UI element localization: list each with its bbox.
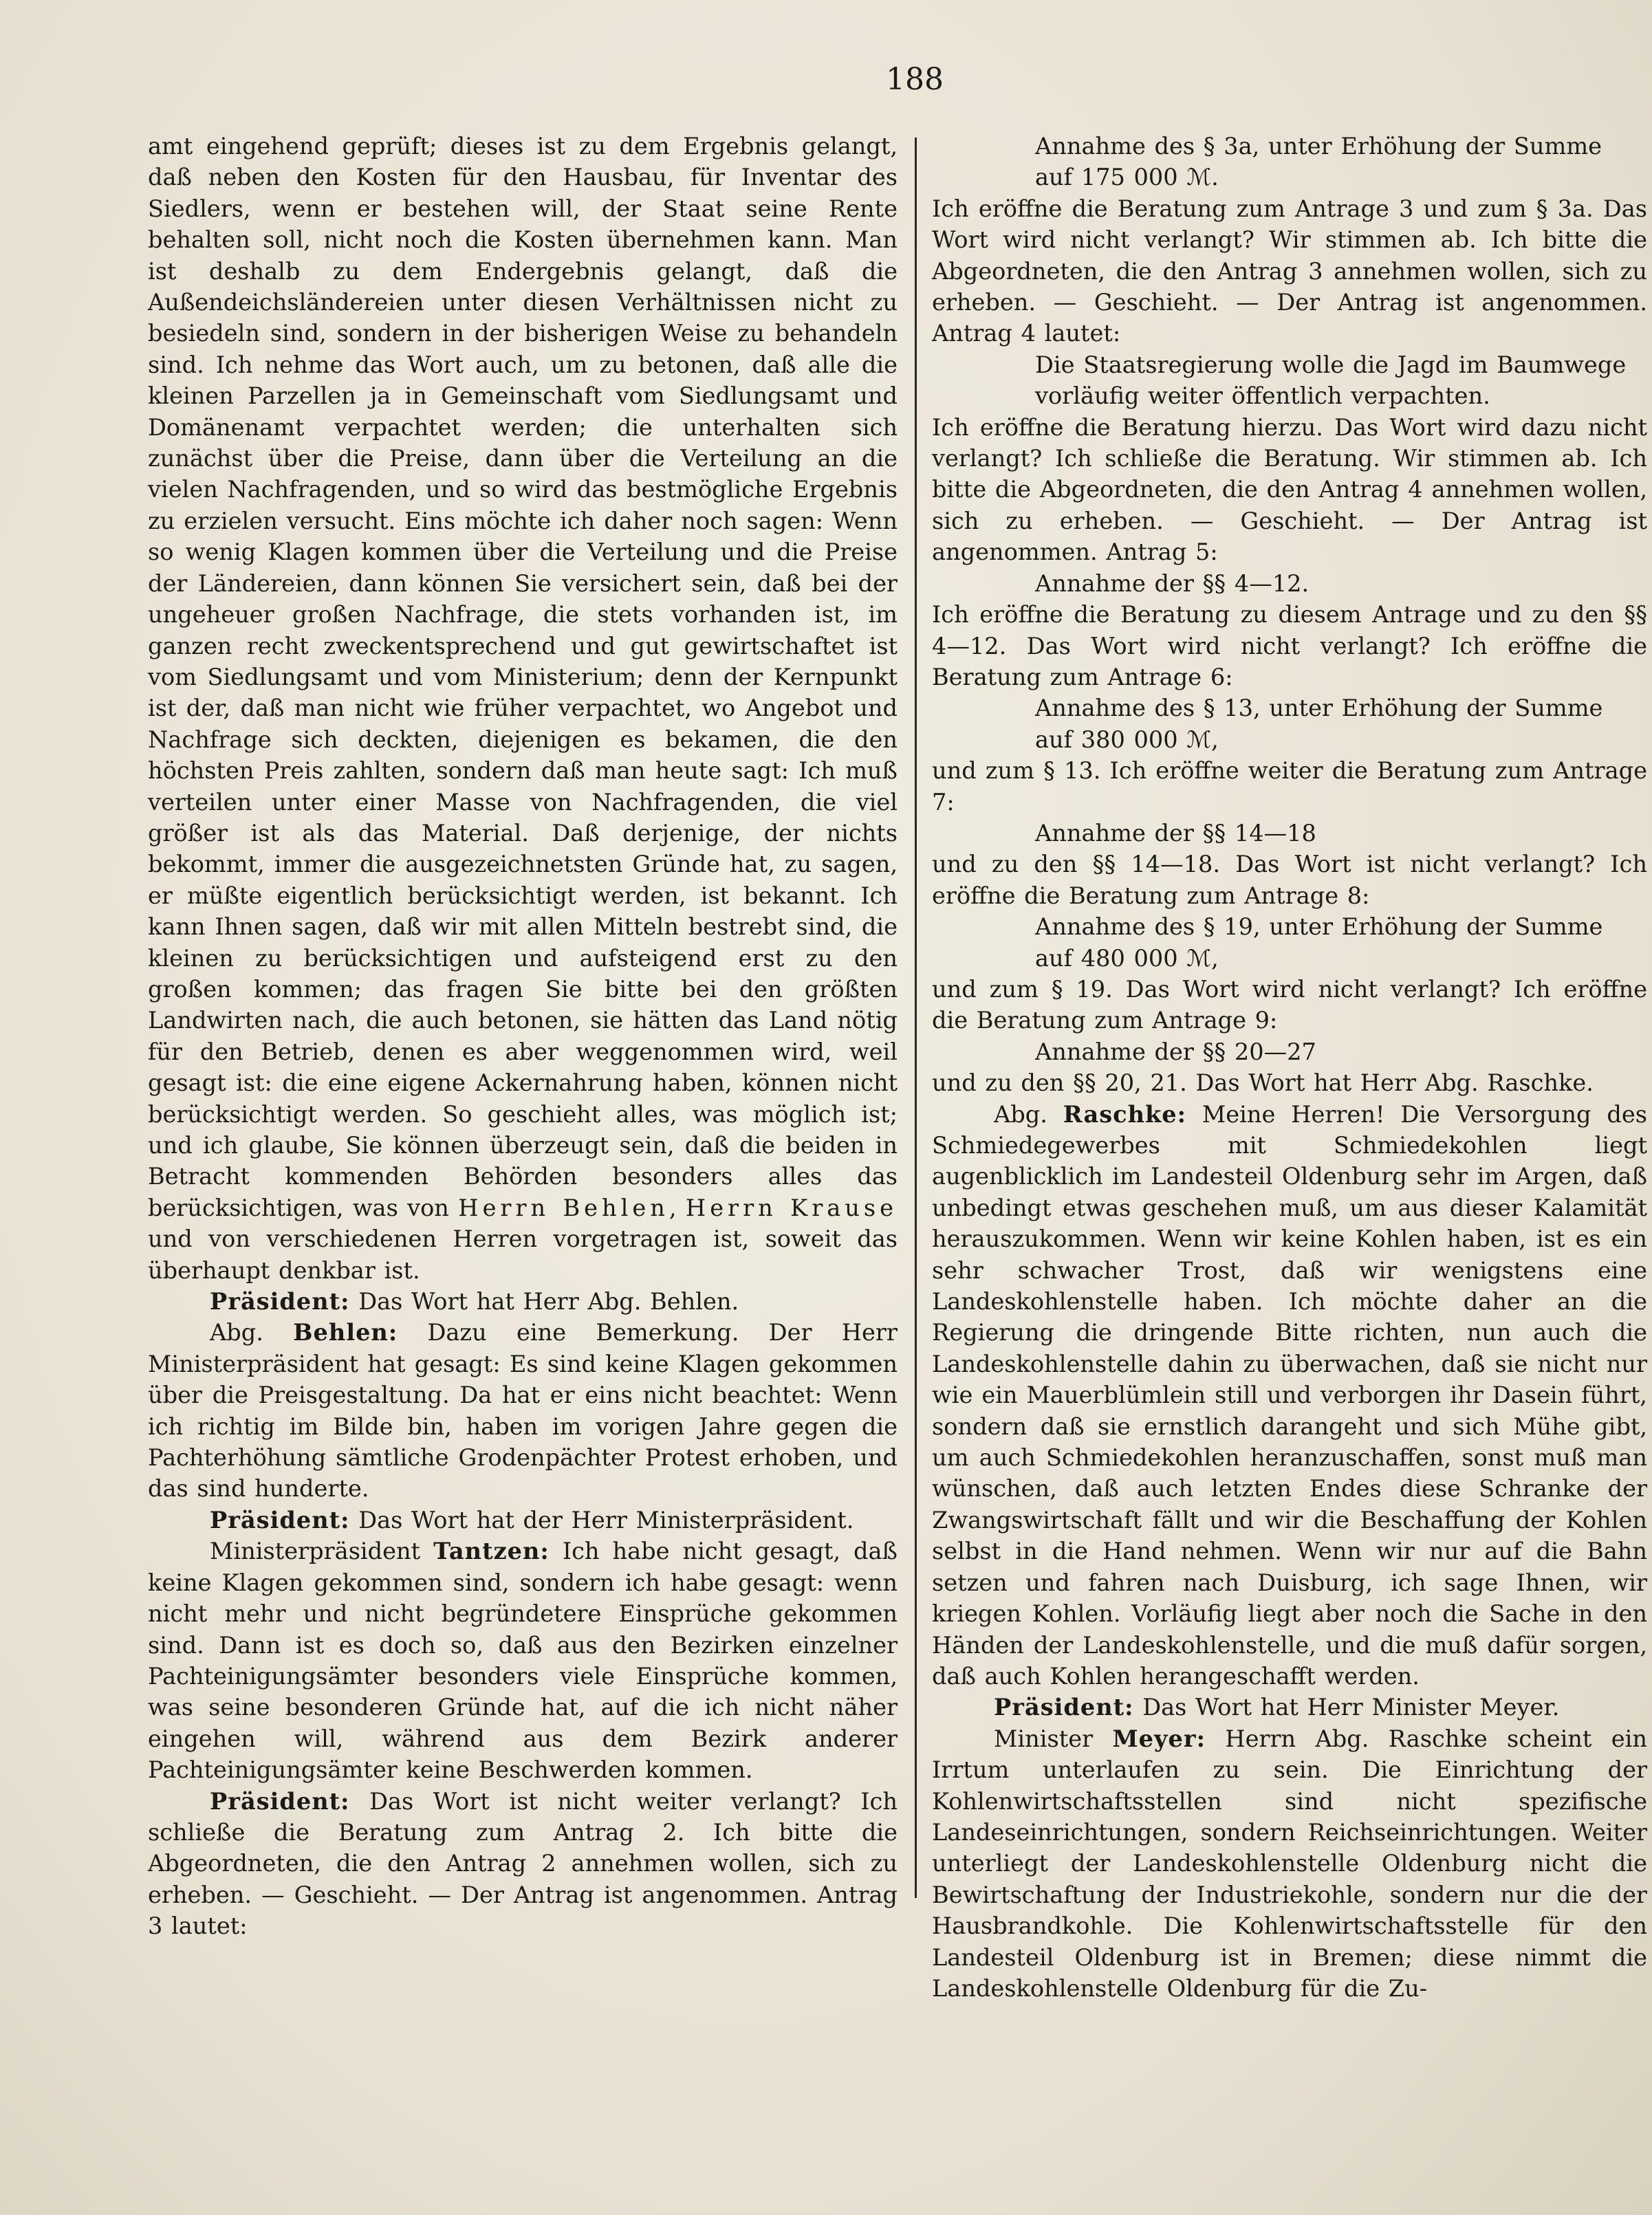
paragraph-text: amt eingehend geprüft; dieses ist zu dem Ergebnis gelangt, daß neben den Kosten für den Hausbau, für Inventar des Siedlers, wenn er bestehen will, der Staat seine Rente behalten soll, nicht noch die Kosten übernehmen kann. Man ist deshalb zu dem Endergebnis gelangt, daß die Außendeichsländereien unter diesen Verhältnissen nicht zu besiedeln sind, sondern in der bisherigen Weise zu behandeln sind. Ich nehme das Wort auch, um zu betonen, daß alle die kleinen Parzellen ja in Gemeinschaft vom Siedlungsamt und Domänenamt verpachtet werden; die unterhalten sich zunächst über die Preise, dann über die Verteilung an die vielen Nachfragenden, und so wird das bestmögliche Ergebnis zu erzielen versucht. Eins möchte ich daher noch sagen: Wenn so wenig Klagen kommen über die Verteilung und die Preise der Ländereien, dann können Sie versichert sein, daß bei der ungeheuer großen Nachfrage, die stets vorhanden ist, im ganzen recht zweckentsprechend und gut gewirtschaftet ist vom Siedlungsamt und vom Ministerium; denn der Kernpunkt ist der, daß man nicht wie früher verpachtet, wo Angebot und Nachfrage sich deckten, diejenigen es bekamen, die den höchsten Preis zahlten, sondern daß man heute sagt: Ich muß verteilen unter einer Masse von Nachfragenden, die viel größer ist als das Material. Daß derjenige, der nichts bekommt, immer die ausgezeichnetsten Gründe hat, zu sagen, er müßte eigentlich berücksichtigt werden, ist bekannt. Ich kann Ihnen sagen, daß wir mit allen Mitteln bestrebt sind, die kleinen zu berücksichtigen und aufsteigend erst zu den großen kommen; das fragen Sie bitte bei den größten Landwirten nach, die auch betonen, sie hätten das Land nötig für den Betrieb, denen es aber weggenommen wird, weil gesagt ist: die eine eigene Ackernahrung haben, können nicht berücksichtigt werden. So geschieht alles, was möglich ist; und ich glaube, Sie können überzeugt sein, daß die beiden in Betracht kommenden Behörden besonders alles das berücksichtigen, was von [148, 133, 898, 1221]
motion-quote [1035, 162, 1647, 193]
right-column [932, 131, 1647, 2004]
left-column [148, 131, 898, 1942]
paragraph: Ich eröffne die Beratung hierzu. Das Wort wird dazu nicht verlangt? Ich schließe die Beratung. Wir stimmen ab. Ich bitte die Abgeordneten, die den Antrag 4 annehmen wollen, sich zu erheben. — Geschieht. — Der Antrag ist angenommen. Antrag 5: [932, 413, 1647, 566]
paragraph: und zum § 19. Das Wort wird nicht verlangt? Ich eröffne die Beratung zum Antrage 9: [932, 975, 1647, 1034]
paragraph-text: Das Wort hat Herr Abg. Behlen. [349, 1288, 739, 1316]
speaker-label: Präsident: [994, 1693, 1134, 1721]
motion-quote [1035, 131, 1647, 162]
motion-quote [1035, 349, 1647, 380]
paragraph [148, 131, 898, 1286]
motion-quote: Annahme des § 13, unter Erhöhung der Summe [1035, 695, 1603, 722]
speaker-label: Präsident: [210, 1287, 350, 1316]
speaker-prefix: Abg. [210, 1319, 294, 1346]
paragraph: und zum § 13. Ich eröffne weiter die Beratung zum Antrage 7: [932, 757, 1647, 816]
paragraph-text: Dazu eine Bemerkung. Der Herr Ministerpräsident hat gesagt: Es sind keine Klagen gekommen über die Preisgestaltung. Da hat er eins nicht beachtet: Wenn ich richtig im Bilde bin, haben im vorigen Jahre gegen die Pachterhöhung sämtliche Grodenpächter Protest erhoben, und das sind hunderte. [148, 1319, 898, 1503]
motion-quote: auf 480 000 ℳ, [1035, 944, 1219, 972]
speaker-prefix: Abg. [994, 1100, 1063, 1128]
column-divider [915, 138, 917, 1898]
paragraph: und zu den §§ 14—18. Das Wort ist nicht verlangt? Ich eröffne die Beratung zum Antrage 8: [932, 851, 1647, 909]
motion-quote: Annahme der §§ 20—27 [1035, 1038, 1316, 1065]
paragraph [148, 1786, 898, 1942]
paragraph [932, 1099, 1647, 1692]
paragraph-text: Ich habe nicht gesagt, daß keine Klagen gekommen sind, sondern ich habe gesagt: wenn nicht mehr und nicht begründetere Einsprüche gekommen sind. Dann ist es doch so, daß aus den Bezirken einzelner Pachteinigungsämter besonders viele Einsprüche kommen, was seine besonderen Gründe hat, auf die ich nicht näher eingehen will, während aus dem Bezirk anderer Pachteinigungsämter keine Beschwerden kommen. [148, 1538, 898, 1784]
speaker-label: Präsident: [210, 1787, 350, 1815]
paragraph [148, 1505, 898, 1536]
speaker-prefix: Ministerpräsident [210, 1538, 434, 1565]
paragraph: Ich eröffne die Beratung zu diesem Antrage und zu den §§ 4—12. Das Wort wird nicht verlangt? Ich eröffne die Beratung zum Antrage 6: [932, 601, 1647, 690]
paragraph-text: Das Wort hat Herr Minister Meyer. [1133, 1694, 1560, 1721]
motion-text: Annahme des § 3a, unter Erhöhung der Summe [1035, 133, 1602, 160]
paragraph-text: Das Wort ist nicht weiter verlangt? Ich schließe die Beratung zum Antrag 2. Ich bitte die Abgeordneten, die den Antrag 2 annehmen wollen, sich zu erheben. — Geschieht. — Der Antrag ist angenommen. Antrag 3 lautet: [148, 1787, 898, 1940]
paragraph-text: und von verschiedenen Herren vorgetragen ist, soweit das überhaupt denkbar ist. [148, 1225, 898, 1284]
paragraph-text: Das Wort hat der Herr Ministerpräsident. [349, 1506, 854, 1534]
motion-text: auf 175 000 ℳ. [1035, 164, 1219, 191]
paragraph [932, 1723, 1647, 2005]
paragraph [148, 1317, 898, 1504]
speaker-label: Präsident: [210, 1505, 350, 1534]
speaker-name: Herrn Behlen [458, 1194, 669, 1221]
separator: , [669, 1194, 686, 1221]
motion-quote: Annahme des § 19, unter Erhöhung der Summe [1035, 913, 1603, 941]
paragraph [932, 1692, 1647, 1723]
motion-quote: auf 380 000 ℳ, [1035, 725, 1219, 753]
speaker-label: Behlen: [293, 1318, 398, 1346]
speaker-label: Meyer: [1112, 1724, 1206, 1752]
speaker-label: Tantzen: [433, 1537, 550, 1565]
paragraph-text: Meine Herren! Die Versorgung des Schmiedegewerbes mit Schmiedekohlen liegt augenblicklich im Landesteil Oldenburg sehr im Argen, daß unbedingt etwas geschehen muß, um aus dieser Kalamität herauszukommen. Wenn wir keine Kohlen haben, ist es ein sehr schwacher Trost, daß wir wenigstens eine Landeskohlenstelle haben. Ich möchte daher an die Regierung die dringende Bitte richten, nun auch die Landeskohlenstelle dahin zu überwachen, daß sie nicht nur wie ein Mauerblümlein still und verborgen ihr Dasein führt, sondern daß sie ernstlich darangeht und sich Mühe gibt, um auch Schmiedekohlen heranzuschaffen, sonst muß man wünschen, daß auch letzten Endes diese Schranke der Zwangswirtschaft fällt und wir die Beschaffung der Kohlen selbst in die Hand nehmen. Wenn wir nur auf die Bahn setzen und fahren nach Duisburg, ich sage Ihnen, wir kriegen Kohlen. Vorläufig liegt aber noch die Sache in den Händen der Landeskohlenstelle, und die muß dafür sorgen, daß auch Kohlen herangeschafft werden. [932, 1100, 1648, 1690]
motion-quote: Annahme der §§ 4—12. [1035, 569, 1309, 597]
motion-quote: Annahme der §§ 14—18 [1035, 819, 1316, 847]
speaker-label: Raschke: [1063, 1100, 1187, 1128]
paragraph-text: Herrn Abg. Raschke scheint ein Irrtum unterlaufen zu sein. Die Einrichtung der Kohlenwirtschaftsstellen sind nicht spezifische Landeseinrichtungen, sondern Reichseinrichtungen. Weiter unterliegt der Landeskohlenstelle Oldenburg nicht die Bewirtschaftung der Industriekohle, sondern nur die der Hausbrandkohle. Die Kohlenwirtschaftsstelle für den Landesteil Oldenburg ist in Bremen; diese nimmt die Landeskohlenstelle Oldenburg für die Zu- [932, 1725, 1647, 2002]
speaker-name: Herrn Krause [685, 1194, 898, 1221]
speaker-prefix: Minister [994, 1725, 1113, 1752]
motion-quote [1035, 380, 1647, 411]
paragraph [148, 1536, 898, 1785]
motion-text: vorläufig weiter öffentlich verpachten. [1035, 382, 1490, 410]
motion-text: Die Staatsregierung wolle die Jagd im Baumwege [1035, 351, 1627, 378]
paragraph: Ich eröffne die Beratung zum Antrage 3 und zum § 3a. Das Wort wird nicht verlangt? Wir stimmen ab. Ich bitte die Abgeordneten, die den Antrag 3 annehmen wollen, sich zu erheben. — Geschieht. — Der Antrag ist angenommen. Antrag 4 lautet: [932, 195, 1647, 347]
paragraph [148, 1286, 898, 1317]
paragraph: und zu den §§ 20, 21. Das Wort hat Herr Abg. Raschke. [932, 1069, 1594, 1097]
page-number: 188 [886, 62, 944, 97]
